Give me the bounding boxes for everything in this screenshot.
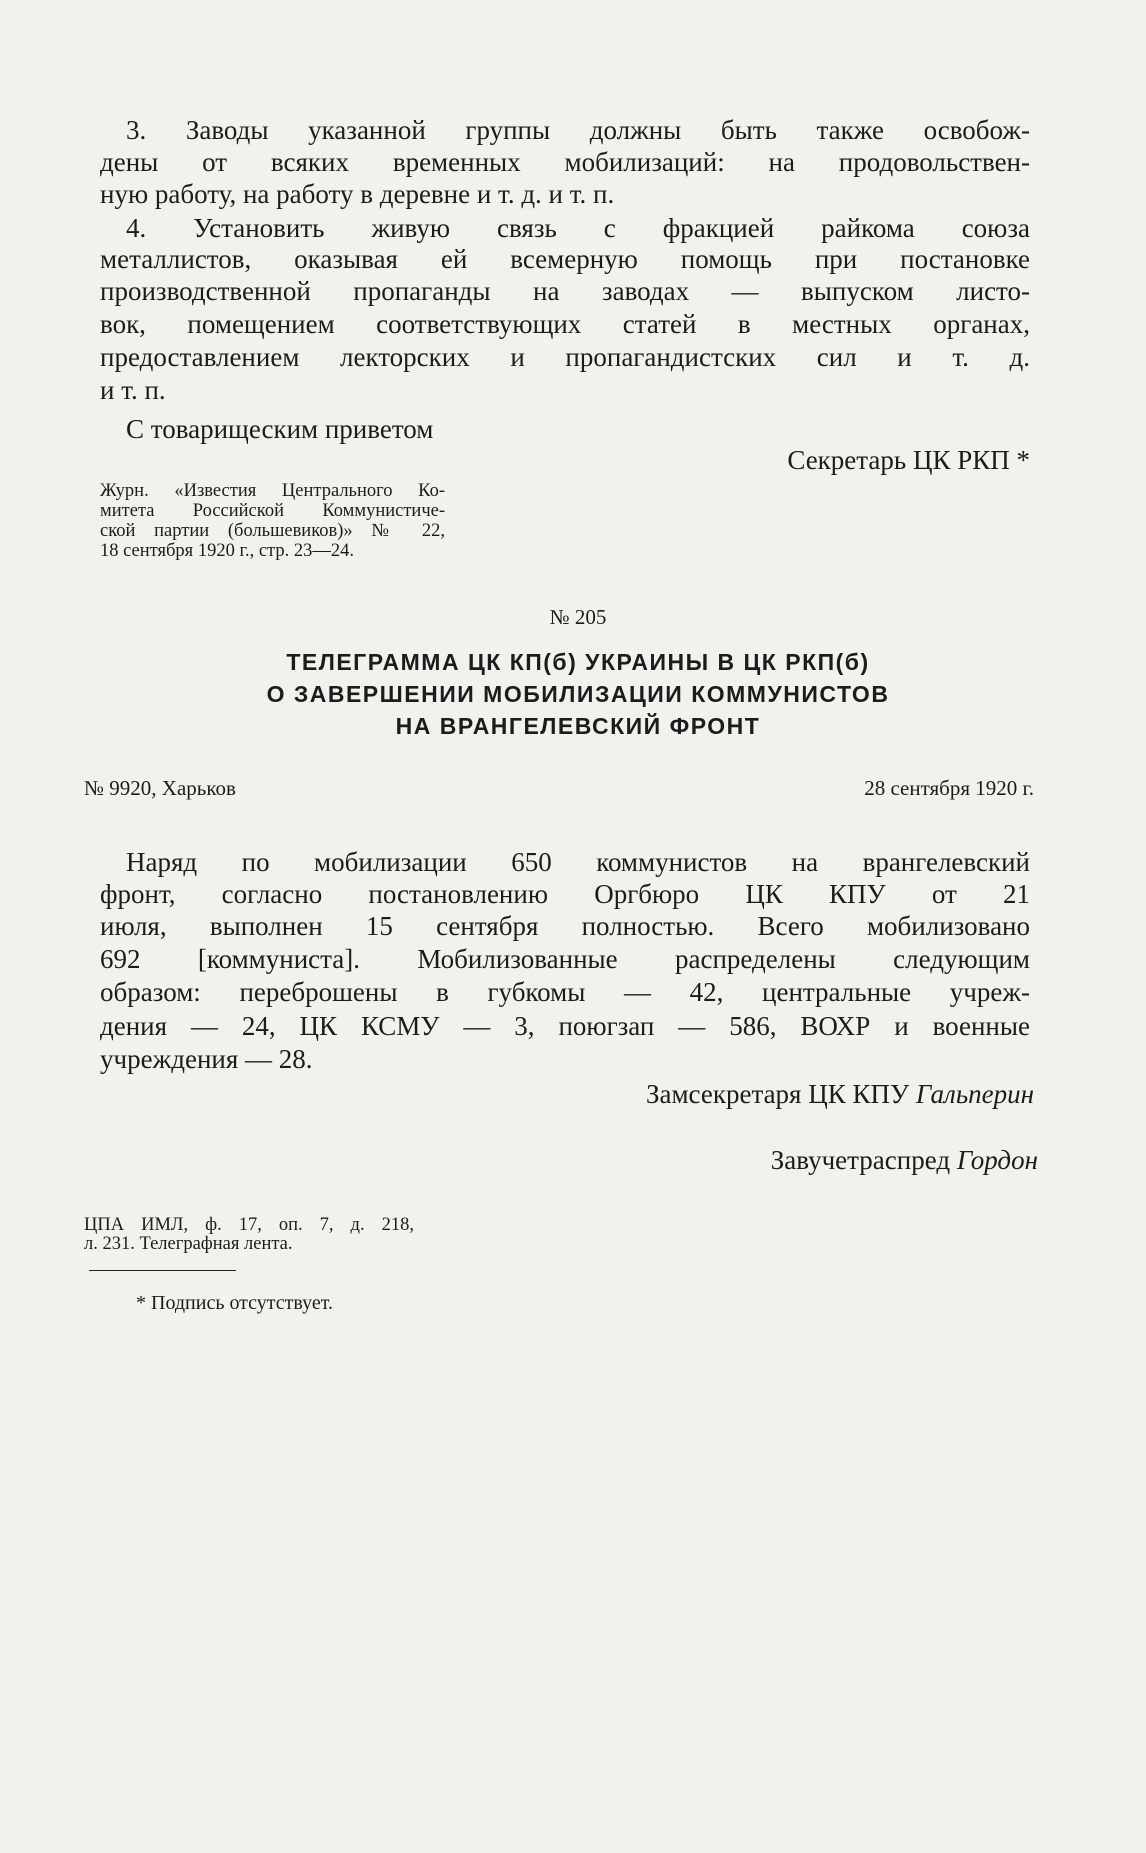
text-line: образом: переброшены в губкомы — 42, центральные учреж- <box>100 977 1030 1007</box>
footnote: * Подпись отсутствует. <box>136 1292 333 1314</box>
signature: Секретарь ЦК РКП * <box>787 445 1030 475</box>
text-line: вок, помещением соответствующих статей в местных органах, <box>100 309 1030 339</box>
closing: С товарищеским приветом <box>126 414 434 444</box>
text-line: металлистов, оказывая ей всемерную помощь при постановке <box>100 244 1030 274</box>
note-line: ской партии (большевиков)» № 22, <box>100 521 445 541</box>
note-line: ЦПА ИМЛ, ф. 17, оп. 7, д. 218, <box>84 1215 414 1235</box>
text-line: ную работу, на работу в деревне и т. д. и т. п. <box>100 179 615 209</box>
signature-2-name: Гордон <box>956 1145 1038 1175</box>
signature-2 <box>771 1144 1038 1176</box>
text-line: 4. Установить живую связь с фракцией райкома союза <box>126 213 1030 243</box>
document-number: № 205 <box>549 605 607 629</box>
text-line: производственной пропаганды на заводах — выпуском листо- <box>100 276 1030 306</box>
text-line: Наряд по мобилизации 650 коммунистов на врангелевский <box>126 847 1030 877</box>
text-line: учреждения — 28. <box>100 1044 313 1074</box>
title-line: НА ВРАНГЕЛЕВСКИЙ ФРОНТ <box>395 713 761 739</box>
telegram-date: 28 сентября 1920 г. <box>864 776 1034 800</box>
text-line: июля, выполнен 15 сентября полностью. Всего мобилизовано <box>100 911 1030 941</box>
note-line: 18 сентября 1920 г., стр. 23—24. <box>100 541 354 561</box>
signature-1-name: Гальперин <box>915 1079 1034 1109</box>
signature-2-title: Завучетраспред <box>770 1145 951 1175</box>
title-line: ТЕЛЕГРАММА ЦК КП(б) УКРАИНЫ В ЦК РКП(б) <box>286 649 870 675</box>
telegram-ref: № 9920, Харьков <box>84 776 236 800</box>
text-line: и т. п. <box>100 375 166 405</box>
text-line: дены от всяких временных мобилизаций: на продовольствен- <box>100 147 1030 177</box>
note-line: митета Российской Коммунистиче- <box>100 501 445 521</box>
text-line: дения — 24, ЦК КСМУ — 3, поюгзап — 586, ВОХР и военные <box>100 1011 1030 1041</box>
signature-1-title: Замсекретаря ЦК КПУ <box>645 1079 910 1109</box>
title-line: О ЗАВЕРШЕНИИ МОБИЛИЗАЦИИ КОММУНИСТОВ <box>266 681 890 707</box>
signature-1 <box>646 1078 1034 1110</box>
text-line: 692 [коммуниста]. Мобилизованные распределены следующим <box>100 944 1030 974</box>
text-line: фронт, согласно постановлению Оргбюро ЦК КПУ от 21 <box>100 879 1030 909</box>
note-line: Журн. «Известия Центрального Ко- <box>100 481 445 501</box>
text-line: предоставлением лекторских и пропагандистских сил и т. д. <box>100 342 1030 372</box>
footnote-divider <box>89 1270 236 1271</box>
text-line: 3. Заводы указанной группы должны быть также освобож- <box>126 115 1030 145</box>
note-line: л. 231. Телеграфная лента. <box>84 1234 293 1254</box>
